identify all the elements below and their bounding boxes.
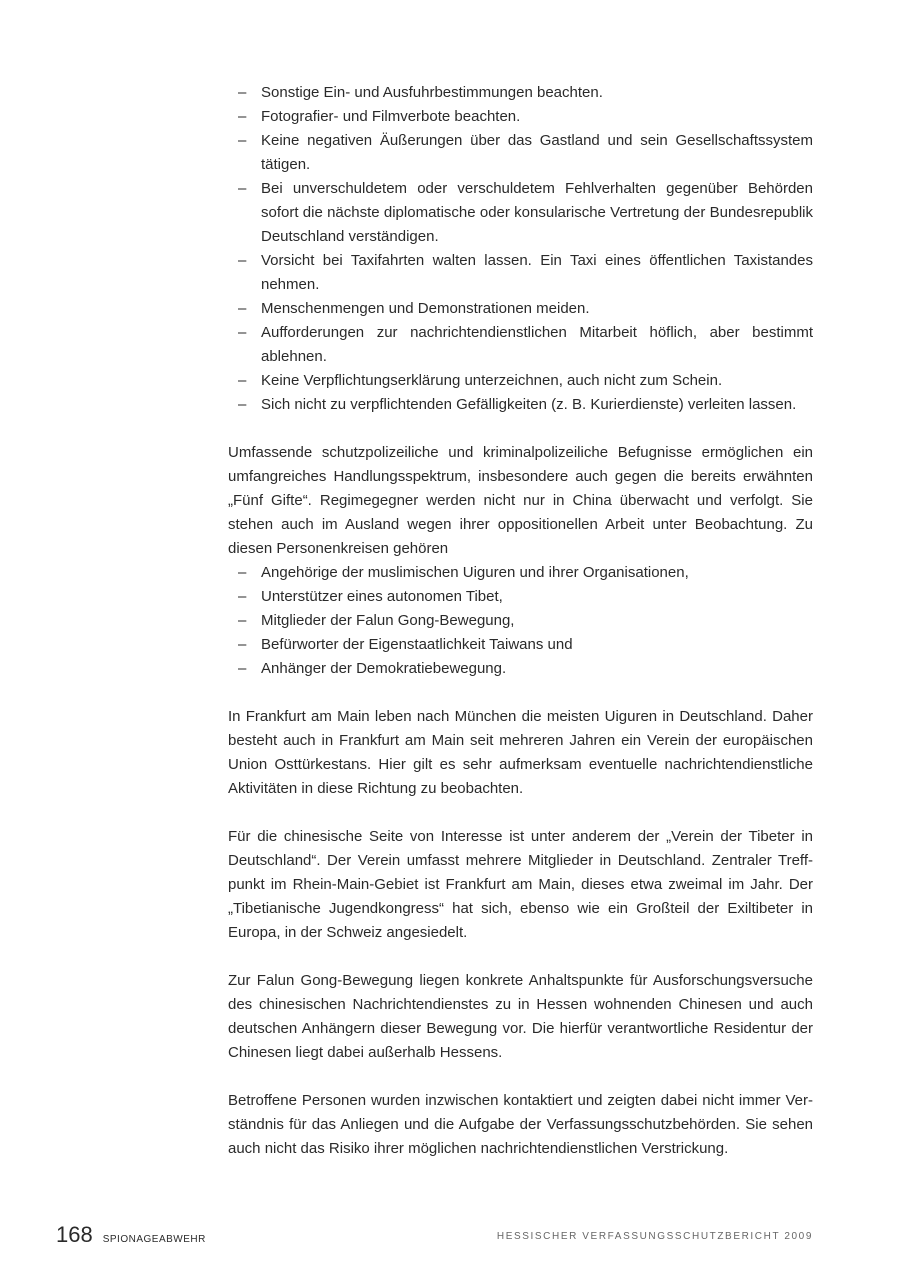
list-item: – Vorsicht bei Taxifahrten walten lassen. Ein Taxi eines öffentlichen Taxistandes nehmen. <box>228 249 813 297</box>
footer-left <box>56 1222 206 1248</box>
list-item: – Anhänger der Demokratiebewegung. <box>228 657 813 681</box>
list-item: – Menschenmengen und Demonstrationen meiden. <box>228 297 813 321</box>
section-name: SPIONAGEABWEHR <box>102 1234 206 1245</box>
list-item: – Bei unverschuldetem oder verschuldetem Fehlverhalten gegenüber Behörden sofort die nächste diplomatische oder konsularische Vertretung der Bundesrepublik Deutschland verständigen. <box>228 177 813 249</box>
list-item: – Sich nicht zu verpflichtenden Gefälligkeiten (z. B. Kurierdienste) verleiten lassen. <box>228 393 813 417</box>
list-item: – Aufforderungen zur nachrichtendienstlichen Mitarbeit höflich, aber bestimmt ablehnen. <box>228 321 813 369</box>
page-body <box>228 81 813 1161</box>
list-item: – Befürworter der Eigenstaatlichkeit Taiwans und <box>228 633 813 657</box>
list-item: – Mitglieder der Falun Gong-Bewegung, <box>228 609 813 633</box>
paragraph-betroffene: Betroffene Personen wurden inzwischen kontaktiert und zeigten dabei nicht immer Verständnis für das Anliegen und die Aufgabe der Verfassungsschutzbehörden. Sie sehen auch nicht das Risiko ihrer möglichen nachrichtendienstlichen Verstrickung. <box>228 1092 813 1157</box>
list-item: – Unterstützer eines autonomen Tibet, <box>228 585 813 609</box>
list-item: – Sonstige Ein- und Ausfuhrbestimmungen beachten. <box>228 81 813 105</box>
paragraph-tibeter: Für die chinesische Seite von Interesse ist unter anderem der „Verein der Tibeter in Deutschland“. Der Verein umfasst mehrere Mitglieder in Deutschland. Zentraler Treffpunkt im Rhein-Main-Gebiet ist Frankfurt am Main, dieses etwa zweimal im Jahr. Der „Tibetianische Jugendkongress“ hat sich, ebenso wie ein Großteil der Exiltibeter in Europa, in der Schweiz angesiedelt. <box>228 828 813 941</box>
list-item: – Keine Verpflichtungserklärung unterzeichnen, auch nicht zum Schein. <box>228 369 813 393</box>
paragraph-uiguren: In Frankfurt am Main leben nach München die meisten Uiguren in Deutschland. Daher besteht auch in Frankfurt am Main seit mehreren Jahren ein Verein der europäischen Union Osttürkestans. Hier gilt es sehr aufmerksam eventuelle nachrichtendienstliche Aktivitäten in diese Richtung zu beobachten. <box>228 708 813 797</box>
target-groups-list <box>228 561 813 681</box>
travel-advice-list <box>228 81 813 417</box>
report-title: HESSISCHER VERFASSUNGSSCHUTZBERICHT 2009 <box>496 1231 813 1242</box>
list-item: – Angehörige der muslimischen Uiguren und ihrer Organisationen, <box>228 561 813 585</box>
paragraph-powers: Umfassende schutzpolizeiliche und kriminalpolizeiliche Befugnisse ermöglichen ein umfangreiches Handlungsspektrum, insbesondere auch gegen die bereits erwähnten „Fünf Gifte“. Regimegegner werden nicht nur in China überwacht und verfolgt. Sie stehen auch im Ausland wegen ihrer oppositionellen Arbeit unter Beobachtung. Zu diesen Personenkreisen gehören <box>228 444 813 557</box>
list-item: – Keine negativen Äußerungen über das Gastland und sein Gesellschaftssystem tätigen. <box>228 129 813 177</box>
list-item: – Fotografier- und Filmverbote beachten. <box>228 105 813 129</box>
page-number: 168 <box>56 1222 93 1247</box>
paragraph-falun-gong: Zur Falun Gong-Bewegung liegen konkrete Anhaltspunkte für Ausforschungsversuche des chinesischen Nachrichtendienstes zu in Hessen wohnenden Chinesen und auch deutschen Anhängern dieser Bewegung vor. Die hierfür verantwortliche Residentur der Chinesen liegt dabei außerhalb Hessens. <box>228 972 813 1061</box>
